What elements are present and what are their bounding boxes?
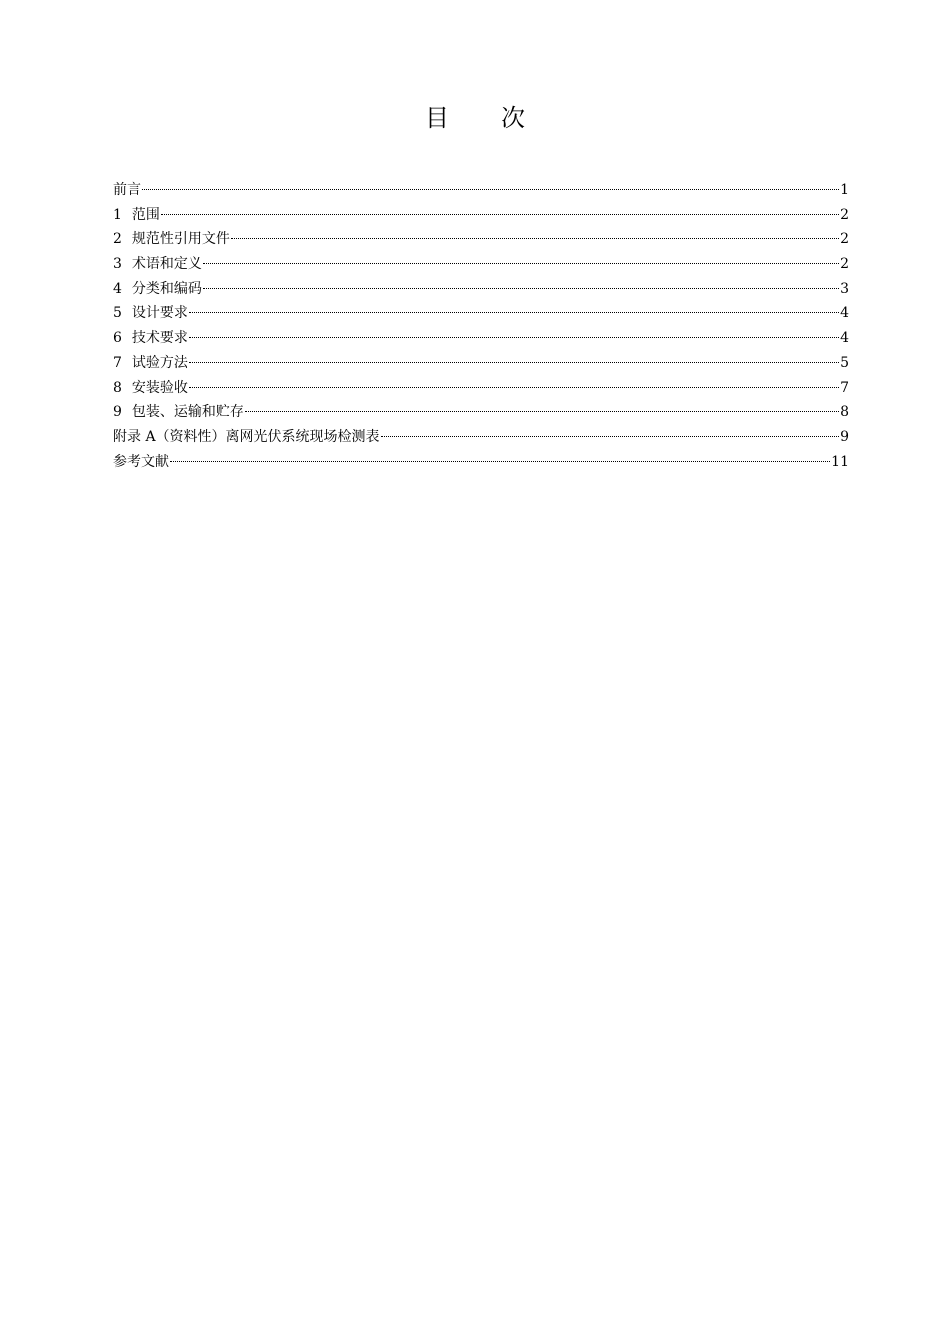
toc-entry-number: 7 [113, 354, 122, 371]
toc-entry-text: 安装验收 [131, 379, 188, 396]
toc-page-number: 2 [840, 231, 849, 248]
toc-entry-bibliography[interactable] [113, 450, 849, 475]
toc-entry-label [113, 351, 188, 376]
toc-entry-number: 3 [113, 256, 122, 273]
table-of-contents [113, 178, 849, 474]
toc-page-number: 5 [840, 354, 849, 371]
toc-entry-text: 前言 [113, 182, 141, 198]
toc-leader-dots [245, 411, 839, 412]
toc-entry-number: 4 [113, 280, 122, 297]
toc-entry-text: 包装、运输和贮存 [131, 404, 244, 421]
toc-entry-design-requirements[interactable] [113, 301, 849, 326]
toc-entry-label [113, 277, 202, 302]
toc-entry-label [113, 450, 169, 475]
toc-leader-dots [189, 337, 839, 338]
toc-entry-test-methods[interactable] [113, 351, 849, 376]
toc-entry-appendix-a[interactable] [113, 425, 849, 450]
toc-page-number: 3 [840, 280, 849, 297]
toc-entry-label [113, 227, 230, 252]
toc-page-number: 4 [840, 305, 849, 322]
toc-entry-label [113, 400, 244, 425]
page-title [0, 98, 950, 138]
toc-entry-foreword[interactable] [113, 178, 849, 203]
toc-entry-number: 8 [113, 379, 122, 396]
toc-page-number: 2 [840, 256, 849, 273]
toc-leader-dots [203, 288, 839, 289]
toc-entry-number: 6 [113, 330, 122, 347]
toc-entry-classification[interactable] [113, 277, 849, 302]
toc-leader-dots [142, 189, 839, 190]
toc-entry-text: 范围 [131, 206, 160, 223]
toc-entry-technical-requirements[interactable] [113, 326, 849, 351]
toc-leader-dots [381, 436, 840, 437]
toc-entry-packaging-transport-storage[interactable] [113, 400, 849, 425]
toc-page-number: 2 [840, 206, 849, 223]
toc-entry-scope[interactable] [113, 203, 849, 228]
toc-entry-text: 设计要求 [131, 305, 188, 322]
toc-leader-dots [203, 263, 839, 264]
toc-entry-number: 2 [113, 231, 122, 248]
toc-entry-label [113, 326, 188, 351]
toc-page-number: 9 [840, 428, 849, 445]
toc-leader-dots [189, 362, 839, 363]
toc-entry-text: 附录 A（资料性）离网光伏系统现场检测表 [113, 428, 380, 445]
toc-leader-dots [231, 238, 839, 239]
toc-page-number: 11 [831, 453, 849, 470]
toc-entry-text: 规范性引用文件 [131, 231, 230, 248]
title-char-2: 次 [501, 104, 525, 132]
toc-entry-label [113, 178, 141, 203]
toc-entry-terms-definitions[interactable] [113, 252, 849, 277]
toc-entry-label [113, 425, 380, 450]
toc-leader-dots [189, 387, 839, 388]
toc-leader-dots [161, 214, 839, 215]
toc-page-number: 4 [840, 330, 849, 347]
toc-entry-number: 9 [113, 404, 122, 421]
toc-page-number: 1 [840, 182, 849, 198]
toc-leader-dots [189, 312, 839, 313]
toc-entry-text: 分类和编码 [131, 280, 202, 297]
toc-page-number: 8 [840, 404, 849, 421]
toc-entry-label [113, 301, 188, 326]
toc-entry-number: 1 [113, 206, 122, 223]
toc-page-number: 7 [840, 379, 849, 396]
toc-entry-normative-references[interactable] [113, 227, 849, 252]
toc-entry-text: 技术要求 [131, 330, 188, 347]
toc-leader-dots [170, 461, 830, 462]
toc-entry-number: 5 [113, 305, 122, 322]
toc-entry-installation-acceptance[interactable] [113, 376, 849, 401]
toc-entry-label [113, 252, 202, 277]
toc-entry-text: 试验方法 [131, 354, 188, 371]
toc-entry-label [113, 203, 160, 228]
title-char-1: 目 [425, 104, 449, 132]
toc-entry-text: 参考文献 [113, 453, 169, 470]
toc-entry-label [113, 376, 188, 401]
toc-entry-text: 术语和定义 [131, 256, 202, 273]
